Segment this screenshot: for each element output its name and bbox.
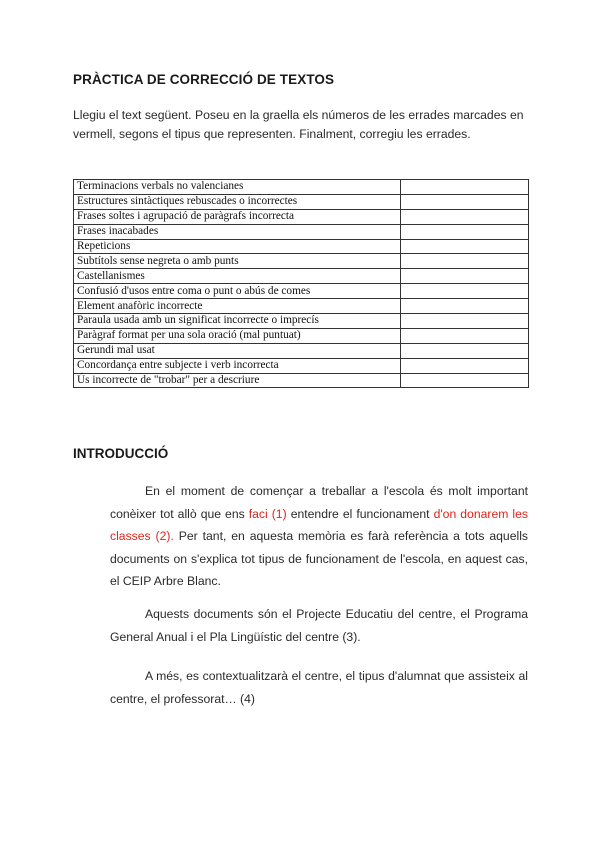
grid-row (74, 343, 529, 358)
paragraph-3: A més, es contextualitzarà el centre, el tipus d'alumnat que assisteix al centre, el professorat… (4) (110, 669, 528, 706)
error-type-label: Gerundi mal usat (74, 343, 401, 358)
error-number-cell[interactable] (401, 254, 529, 269)
error-type-label: Repeticions (74, 239, 401, 254)
error-number-cell[interactable] (401, 314, 529, 329)
marked-error-2: d'on donarem les classes (2). (110, 506, 528, 543)
error-number-cell[interactable] (401, 328, 529, 343)
error-type-label: Castellanismes (74, 269, 401, 284)
error-number-cell[interactable] (401, 194, 529, 209)
error-type-label: Terminacions verbals no valencianes (74, 180, 401, 195)
error-type-label: Ús incorrecte de "trobar" per a descriure (74, 373, 401, 388)
grid-row (74, 209, 529, 224)
error-number-cell[interactable] (401, 209, 529, 224)
error-classification-grid (73, 179, 529, 388)
grid-row (74, 224, 529, 239)
error-number-cell[interactable] (401, 358, 529, 373)
grid-row (74, 373, 529, 388)
error-number-cell[interactable] (401, 373, 529, 388)
grid-row (74, 358, 529, 373)
error-number-cell[interactable] (401, 284, 529, 299)
paragraph-text: En el moment de començar a treballar a l'escola és molt important conèixer tot allò que ens (110, 484, 528, 521)
error-type-label: Frases soltes i agrupació de paràgrafs incorrecta (74, 209, 401, 224)
marked-error-1: faci (1) (248, 506, 287, 521)
error-type-label: Paraula usada amb un significat incorrecte o imprecís (74, 314, 401, 329)
error-number-cell[interactable] (401, 239, 529, 254)
error-type-label: Confusió d'usos entre coma o punt o abús de comes (74, 284, 401, 299)
instructions-text: Llegiu el text següent. Poseu en la graella els números de les errades marcades en vermell, segons el tipus que representen. Finalment, corregiu les errades. (73, 108, 524, 141)
grid-row (74, 180, 529, 195)
paragraph-1 (110, 480, 528, 593)
grid-row (74, 314, 529, 329)
error-type-label: Element anafòric incorrecte (74, 299, 401, 314)
grid-row (74, 269, 529, 284)
error-number-cell[interactable] (401, 269, 529, 284)
paragraph-2: Aquests documents són el Projecte Educatiu del centre, el Programa General Anual i el Pla Lingüístic del centre (3). (110, 607, 528, 644)
grid-row (74, 254, 529, 269)
error-type-label: Concordança entre subjecte i verb incorrecta (74, 358, 401, 373)
grid-row (74, 299, 529, 314)
paragraph-text: entendre el funcionament (286, 506, 434, 521)
error-number-cell[interactable] (401, 224, 529, 239)
section-heading: INTRODUCCIÓ (73, 446, 169, 461)
error-type-label: Estructures sintàctiques rebuscades o incorrectes (74, 194, 401, 209)
error-type-label: Subtítols sense negreta o amb punts (74, 254, 401, 269)
error-number-cell[interactable] (401, 343, 529, 358)
error-type-label: Frases inacabades (74, 224, 401, 239)
error-type-label: Paràgraf format per una sola oració (mal puntuat) (74, 328, 401, 343)
error-number-cell[interactable] (401, 299, 529, 314)
grid-row (74, 194, 529, 209)
grid-row (74, 284, 529, 299)
error-number-cell[interactable] (401, 180, 529, 195)
page-title: PRÀCTICA DE CORRECCIÓ DE TEXTOS (73, 72, 335, 87)
paragraph-text: Per tant, en aquesta memòria es farà referència a tots aquells documents on s'explica tot tipus de funcionament de l'escola, en aquest cas, el CEIP Arbre Blanc. (110, 529, 529, 588)
grid-row (74, 328, 529, 343)
grid-row (74, 239, 529, 254)
